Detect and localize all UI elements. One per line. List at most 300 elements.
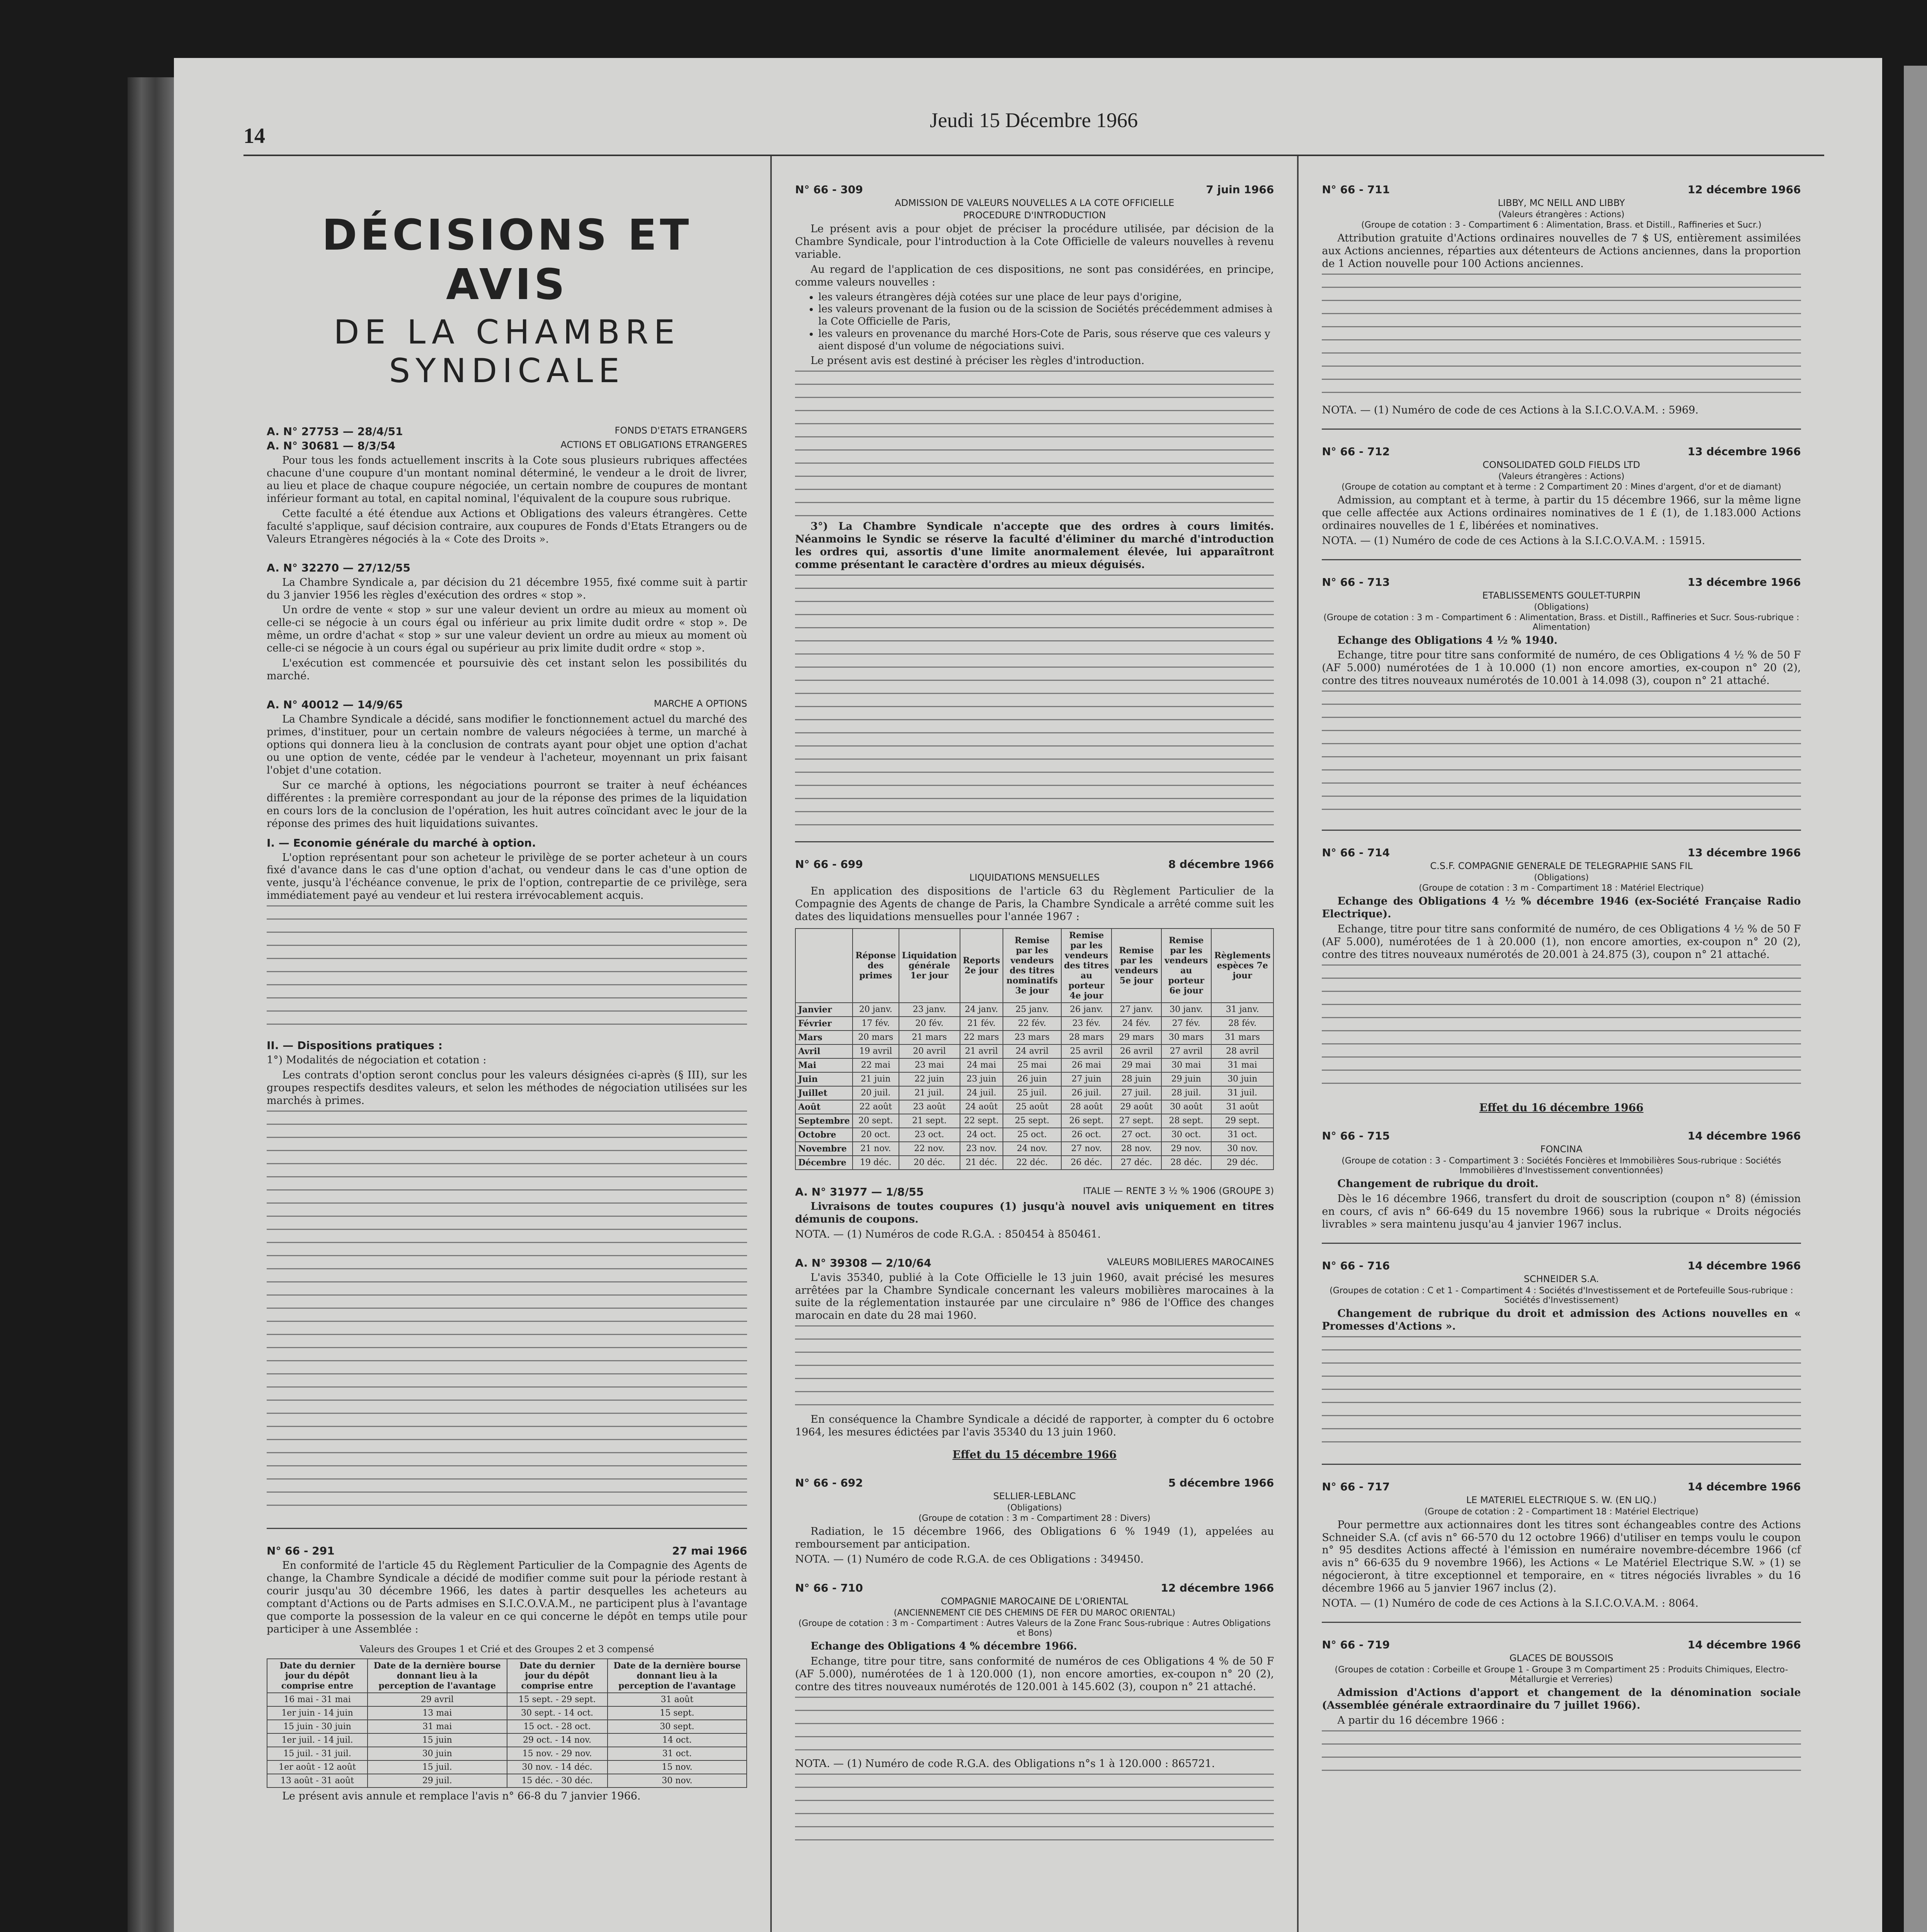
table-cell: 27 oct. [1112, 1128, 1161, 1142]
notice-id: A. N° 27753 — 28/4/51 [267, 425, 403, 438]
table-cell: 26 oct. [1061, 1128, 1112, 1142]
table-cell: 20 avril [899, 1044, 960, 1058]
table-cell: 31 oct. [1211, 1128, 1273, 1142]
paragraph: Un ordre de vente « stop » sur une valeur devient un ordre au mieux au moment où celle-ci se négocie à un cours égal ou inférieur au prix limite dudit ordre « stop ». De même, un ordre d'achat « stop » sur une valeur devient un ordre au mieux au moment où celle-ci se négocie à un cours égal ou supérieur au prix limite dudit ordre « stop ». [267, 604, 747, 655]
table-cell: 23 fév. [1061, 1017, 1112, 1031]
table-cell: 30 nov. - 14 déc. [507, 1760, 608, 1774]
notice-ref [267, 1544, 747, 1557]
table-cell: 29 avril [368, 1693, 507, 1706]
paragraph: En application des dispositions de l'article 63 du Règlement Particulier de la Compagnie des Agents de change de Paris, la Chambre Syndicale a arrêté comme suit les dates des liquidations mensuelles pour l'année 1967 : [795, 885, 1274, 923]
table-cell: 23 août [899, 1100, 960, 1114]
table-header-cell: Remise par les vendeurs des titres au porteur 4e jour [1061, 929, 1112, 1003]
table-cell: 28 avril [1211, 1044, 1273, 1058]
table-cell: 19 avril [853, 1044, 899, 1058]
paragraph: A partir du 16 décembre 1966 : [1337, 1714, 1505, 1726]
notice-date: 7 juin 1966 [1206, 183, 1274, 196]
table-cell: 31 mai [1211, 1058, 1273, 1072]
quotation-group: (Groupe de cotation : 3 m - Compartiment 18 : Matériel Electrique) [1419, 883, 1704, 893]
effective-date: Effet du 15 décembre 1966 [952, 1448, 1117, 1461]
divider [267, 1528, 747, 1529]
notice-ref [267, 698, 747, 711]
table-cell: 23 janv. [899, 1003, 960, 1017]
table-cell: 1er juin - 14 juin [267, 1706, 368, 1720]
table-cell: 27 déc. [1112, 1156, 1161, 1170]
column-3 [1297, 156, 1824, 1932]
divider [795, 841, 1274, 842]
table-cell: 15 juil. [368, 1760, 507, 1774]
paragraph: Echange, titre pour titre, sans conformité de numéros de ces Obligations 4 % de 50 F (AF 5.000), numérotées de 1 à 120.000 (1), non encore amorties, ex-coupon n° 20 (2), contre des titres nouveaux numérotés de 120.001 à 145.602 (3), coupon n° 21 attaché. [795, 1655, 1274, 1693]
paragraph: L'exécution est commencée et poursuivie dès cet instant selon les possibilités du marché. [267, 657, 747, 682]
paragraph: Echange des Obligations 4 % décembre 1966. [810, 1640, 1078, 1653]
table-cell: 26 mai [1061, 1058, 1112, 1072]
table-header-cell: Remise par les vendeurs 5e jour [1112, 929, 1161, 1003]
table-cell: 21 fév. [960, 1017, 1003, 1031]
paragraph: L'avis 35340, publié à la Cote Officielle le 13 juin 1960, avait précisé les mesures arrêtées par la Chambre Syndicale concernant les valeurs mobilières marocaines à la suite de la réglementation instaurée par une circulaire n° 986 de l'Office des changes marocain en date du 28 mai 1960. [795, 1271, 1274, 1322]
table-header-cell: Date du dernier jour du dépôt comprise entre [267, 1659, 368, 1693]
notice-id: N° 66 - 719 [1322, 1638, 1390, 1651]
table-cell: 20 fév. [899, 1017, 960, 1031]
table-row [795, 1114, 1273, 1128]
table-cell: 23 oct. [899, 1128, 960, 1142]
notice-id: N° 66 - 291 [267, 1544, 335, 1557]
table-cell: 20 juil. [853, 1086, 899, 1100]
notice-date: 13 décembre 1966 [1687, 445, 1801, 458]
table-cell: 22 nov. [899, 1142, 960, 1156]
notice-title: FONDS D'ETATS ETRANGERS [615, 425, 747, 436]
table-row [267, 1706, 747, 1720]
table-cell: 15 sept. - 29 sept. [507, 1693, 608, 1706]
table-cell: 23 juin [960, 1072, 1003, 1086]
divider [1322, 429, 1801, 430]
notice-id: N° 66 - 710 [795, 1582, 863, 1595]
table-cell: 15 oct. - 28 oct. [507, 1720, 608, 1733]
table-cell: 29 nov. [1161, 1142, 1211, 1156]
company-name: C.S.F. COMPAGNIE GENERALE DE TELEGRAPHIE SANS FIL [1430, 861, 1693, 872]
table-cell: 25 mai [1003, 1058, 1061, 1072]
company-name: SELLIER-LEBLANC [993, 1491, 1076, 1502]
table-cell: 28 juil. [1161, 1086, 1211, 1100]
table-cell: 31 mars [1211, 1031, 1273, 1044]
table-cell: 31 mai [368, 1720, 507, 1733]
paragraph: Pour tous les fonds actuellement inscrits à la Cote sous plusieurs rubriques affectées chacune d'une coupure d'un montant nominal déterminé, le vendeur a le droit de livrer, au lieu et place de chaque coupure négociée, un certain nombre de coupures de montant inférieur formant au total, en capital nominal, l'équivalent de la coupure sous rubrique. [267, 454, 747, 505]
table-cell: 31 août [1211, 1100, 1273, 1114]
column-1 [243, 156, 770, 1932]
table-cell: 25 avril [1061, 1044, 1112, 1058]
table-cell: 25 août [1003, 1100, 1061, 1114]
divider [1322, 1464, 1801, 1465]
table-cell: 31 oct. [608, 1747, 747, 1760]
notice-ref [1322, 183, 1801, 196]
paragraph: Le présent avis est destiné à préciser les règles d'introduction. [810, 355, 1145, 367]
notice-id: N° 66 - 699 [795, 857, 863, 871]
note: NOTA. — (1) Numéro de code R.G.A. de ces Obligations : 349450. [795, 1553, 1144, 1566]
paragraph: Au regard de l'application de ces dispositions, ne sont pas considérées, en principe, comme valeurs nouvelles : [795, 263, 1274, 288]
notice-title: ACTIONS ET OBLIGATIONS ETRANGERES [560, 439, 747, 450]
notice-title: ITALIE — RENTE 3 ½ % 1906 (GROUPE 3) [1083, 1185, 1274, 1196]
paragraph: Admission, au comptant et à terme, à partir du 15 décembre 1966, sur la même ligne que celle affectée aux Actions ordinaires nominatives de 1 £ (1), de 1.183.000 Actions ordinaires nouvelles de 1 £, libérées et nominatives. [1322, 494, 1801, 532]
notice-id: N° 66 - 712 [1322, 445, 1390, 458]
notice-id: N° 66 - 716 [1322, 1259, 1390, 1272]
section-subtitle: DE LA CHAMBRE SYNDICALE [334, 313, 680, 390]
table-cell: 29 mars [1112, 1031, 1161, 1044]
table-cell: 17 fév. [853, 1017, 899, 1031]
table-cell: 15 juil. - 31 juil. [267, 1747, 368, 1760]
text-block [1322, 1730, 1801, 1777]
table-caption: Valeurs des Groupes 1 et Crié et des Groupes 2 et 3 compensé [359, 1643, 654, 1655]
notice-date: 14 décembre 1966 [1687, 1638, 1801, 1651]
table-cell: Octobre [795, 1128, 853, 1142]
note: NOTA. — (1) Numéro de code R.G.A. des Obligations n°s 1 à 120.000 : 865721. [795, 1757, 1215, 1770]
notice-ref [1322, 1259, 1801, 1272]
paragraph: L'option représentant pour son acheteur le privilège de se porter acheteur à un cours fixé d'avance dans le cas d'une option d'achat, ou vendeur dans le cas d'une option de vente, jusqu'à l'échéance convenue, le prix de l'option, contrepartie de ce privilège, sera immédiatement payé au vendeur et lui restera irrévocablement acquis. [267, 851, 747, 902]
table-row [795, 1128, 1273, 1142]
note: NOTA. — (1) Numéro de code de ces Actions à la S.I.C.O.V.A.M. : 8064. [1322, 1597, 1699, 1610]
table-cell: 30 nov. [1211, 1142, 1273, 1156]
table-cell: 29 juin [1161, 1072, 1211, 1086]
notice-id: A. N° 40012 — 14/9/65 [267, 698, 403, 711]
notice-date: 5 décembre 1966 [1168, 1476, 1274, 1490]
subheading: I. — Economie générale du marché à option. [267, 836, 536, 849]
table-cell: 28 déc. [1161, 1156, 1211, 1170]
paragraph: Cette faculté a été étendue aux Actions et Obligations des valeurs étrangères. Cette faculté s'applique, sauf décision contraire, aux coupures de Fonds d'Etats Etrangers ou de Valeurs Etrangères négociés à la « Cote des Droits ». [267, 507, 747, 545]
table-cell: 22 déc. [1003, 1156, 1061, 1170]
table-cell: 30 sept. [608, 1720, 747, 1733]
table-cell: 30 oct. [1161, 1128, 1211, 1142]
divider [1322, 830, 1801, 831]
notice-ref [1322, 1638, 1801, 1651]
text-block [1322, 1336, 1801, 1452]
paragraph: Attribution gratuite d'Actions ordinaires nouvelles de 7 $ US, entièrement assimilées aux Actions anciennes, réparties aux détenteurs de Actions anciennes, dans la proportion de 1 Action nouvelle pour 100 Actions anciennes. [1322, 232, 1801, 270]
company-name: SCHNEIDER S.A. [1524, 1273, 1599, 1284]
text-block [795, 1774, 1274, 1843]
book-page-edges [128, 77, 174, 1932]
notice-ref [267, 425, 747, 438]
table-cell: 26 déc. [1061, 1156, 1112, 1170]
table-cell: 22 juin [899, 1072, 960, 1086]
notice-ref [795, 858, 1274, 871]
security-type: (Obligations) [1534, 602, 1589, 612]
list [818, 291, 1274, 353]
quotation-group: (Groupe de cotation : 3 m - Compartiment : Autres Valeurs de la Zone Franc Sous-rubrique : Autres Obligations et Bons) [798, 1619, 1271, 1638]
company-name: LIBBY, MC NEILL AND LIBBY [1498, 197, 1625, 208]
notice-ref [795, 1476, 1274, 1489]
notice-title: VALEURS MOBILIERES MAROCAINES [1107, 1256, 1274, 1267]
table-cell: 20 mars [853, 1031, 899, 1044]
table-cell: 15 juin [368, 1733, 507, 1747]
paragraph: Echange des Obligations 4 ½ % 1940. [1337, 634, 1558, 646]
notice-id: N° 66 - 711 [1322, 183, 1390, 196]
table-cell: 27 juin [1061, 1072, 1112, 1086]
notice-title: MARCHE A OPTIONS [654, 698, 747, 709]
table-cell: 22 sept. [960, 1114, 1003, 1128]
table-cell: 20 déc. [899, 1156, 960, 1170]
table-cell: Juin [795, 1072, 853, 1086]
table-cell: Septembre [795, 1114, 853, 1128]
quotation-group: (Groupe de cotation : 3 - Compartiment 3 : Sociétés Foncières et Immobilières Sous-rubrique : Sociétés Immobilières d'Investissement conventionnées) [1341, 1156, 1781, 1175]
company-name: LE MATERIEL ELECTRIQUE S. W. (EN LIQ.) [1466, 1494, 1657, 1505]
table-cell: Novembre [795, 1142, 853, 1156]
table-cell: 27 janv. [1112, 1003, 1161, 1017]
text-block [1322, 690, 1801, 818]
table-cell: 29 juil. [368, 1774, 507, 1787]
table-row [795, 1058, 1273, 1072]
list-item: • les valeurs provenant de la fusion ou de la scission de Sociétés précédemment admises à la Cote Officielle de Paris, [818, 303, 1274, 328]
table-cell: 27 juil. [1112, 1086, 1161, 1100]
table-cell: 31 août [608, 1693, 747, 1706]
list-item: • les valeurs en provenance du marché Hors-Cote de Paris, sous réserve que ces valeurs y aient disposé d'un volume de négociations suivi. [818, 328, 1274, 352]
notice-date: 12 décembre 1966 [1161, 1582, 1274, 1595]
table-cell: 15 nov. [608, 1760, 747, 1774]
table-cell: 30 nov. [608, 1774, 747, 1787]
table-cell: 26 juil. [1061, 1086, 1112, 1100]
table-cell: 21 avril [960, 1044, 1003, 1058]
table-cell: 15 déc. - 30 déc. [507, 1774, 608, 1787]
adjacent-page-edge [1904, 66, 1927, 1932]
text-block [795, 371, 1274, 517]
notice-date: 8 décembre 1966 [1168, 857, 1274, 871]
quotation-group: (Groupe de cotation : 3 m - Compartiment 28 : Divers) [918, 1514, 1151, 1524]
text-block [795, 1697, 1274, 1755]
table-cell: Mars [795, 1031, 853, 1044]
table-cell: 1er août - 12 août [267, 1760, 368, 1774]
notice-id: A. N° 31977 — 1/8/55 [795, 1185, 924, 1198]
notice-id: A. N° 39308 — 2/10/64 [795, 1256, 931, 1269]
paragraph: Le présent avis a pour objet de préciser la procédure utilisée, par décision de la Chambre Syndicale, pour l'introduction à la Cote Officielle de valeurs nouvelles à revenu variable. [795, 223, 1274, 260]
paragraph: La Chambre Syndicale a, par décision du 21 décembre 1955, fixé comme suit à partir du 3 janvier 1956 les règles d'exécution des ordres « stop ». [267, 576, 747, 601]
table-header-cell: Date de la dernière bourse donnant lieu à la perception de l'avantage [368, 1659, 507, 1693]
table-row [267, 1747, 747, 1760]
company-name: CONSOLIDATED GOLD FIELDS LTD [1483, 459, 1640, 470]
table-row [267, 1693, 747, 1706]
notice-id: N° 66 - 714 [1322, 846, 1390, 859]
company-name: GLACES DE BOUSSOIS [1509, 1653, 1614, 1664]
table-cell: 30 janv. [1161, 1003, 1211, 1017]
paragraph: Livraisons de toutes coupures (1) jusqu'à nouvel avis uniquement en titres démunis de coupons. [795, 1200, 1274, 1225]
note: NOTA. — (1) Numéro de code de ces Actions à la S.I.C.O.V.A.M. : 5969. [1322, 404, 1699, 416]
table-cell: 20 janv. [853, 1003, 899, 1017]
quotation-group: (Groupe de cotation : 2 - Compartiment 18 : Matériel Electrique) [1424, 1507, 1699, 1517]
paragraph: Changement de rubrique du droit et admission des Actions nouvelles en « Promesses d'Actions ». [1322, 1307, 1801, 1332]
table-row [267, 1760, 747, 1774]
note: NOTA. — (1) Numéros de code R.G.A. : 850454 à 850461. [795, 1228, 1101, 1240]
table-cell: 24 nov. [1003, 1142, 1061, 1156]
table-cell: 24 oct. [960, 1128, 1003, 1142]
notice-ref [1322, 445, 1801, 458]
table-cell: 28 juin [1112, 1072, 1161, 1086]
table-header-cell: Remise par les vendeurs des titres nominatifs 3e jour [1003, 929, 1061, 1003]
paragraph: Changement de rubrique du droit. [1337, 1177, 1539, 1190]
notice-heading: PROCEDURE D'INTRODUCTION [963, 210, 1106, 221]
notice-ref [795, 1582, 1274, 1594]
table-cell: 30 août [1161, 1100, 1211, 1114]
notice-date: 12 décembre 1966 [1687, 183, 1801, 196]
notice-id: N° 66 - 309 [795, 183, 863, 196]
company-former-name: (ANCIENNEMENT CIE DES CHEMINS DE FER DU MAROC ORIENTAL) [894, 1608, 1175, 1618]
table-cell: 14 oct. [608, 1733, 747, 1747]
quotation-group: (Groupes de cotation : C et 1 - Compartiment 4 : Sociétés d'Investissement et de Portefeuille Sous-rubrique : Sociétés d'Investissement) [1329, 1286, 1793, 1305]
table-row [795, 1100, 1273, 1114]
table-cell: 29 août [1112, 1100, 1161, 1114]
text-block [795, 575, 1274, 830]
table-cell: 26 avril [1112, 1044, 1161, 1058]
note: NOTA. — (1) Numéro de code de ces Actions à la S.I.C.O.V.A.M. : 15915. [1322, 534, 1705, 547]
table-cell: 24 fév. [1112, 1017, 1161, 1031]
paragraph: Pour permettre aux actionnaires dont les titres sont échangeables contre des Actions Schneider S.A. (cf avis n° 66-570 du 12 octobre 1966) d'utiliser en temps voulu le coupon n° 95 desdites Actions affecté à l'émission en numéraire novembre-décembre 1966 (cf avis n° 66-635 du 9 novembre 1966), les Actions « Le Matériel Electrique S.W. » (1) se négocieront, à titre exceptionnel et temporaire, en « titres négociés livrables » du 16 décembre 1966 au 5 janvier 1967 inclus (2). [1322, 1519, 1801, 1595]
table-header-cell: Remise par les vendeurs au porteur 6e jour [1161, 929, 1211, 1003]
notice-date: 13 décembre 1966 [1687, 846, 1801, 859]
notice-id: N° 66 - 692 [795, 1476, 863, 1490]
table-cell: 25 janv. [1003, 1003, 1061, 1017]
table-cell: 22 mai [853, 1058, 899, 1072]
table-cell: 13 mai [368, 1706, 507, 1720]
table-row [267, 1733, 747, 1747]
table-cell: 29 sept. [1211, 1114, 1273, 1128]
notice-date: 13 décembre 1966 [1687, 575, 1801, 588]
notice-id: N° 66 - 713 [1322, 575, 1390, 588]
table-cell: 15 sept. [608, 1706, 747, 1720]
table-header-cell: Date de la dernière bourse donnant lieu à la perception de l'avantage [608, 1659, 747, 1693]
table-cell: 21 juil. [899, 1086, 960, 1100]
text-block [1322, 274, 1801, 401]
table-cell: 21 nov. [853, 1142, 899, 1156]
table-row [795, 1031, 1273, 1044]
table-cell: 29 mai [1112, 1058, 1161, 1072]
quotation-group: (Groupe de cotation : 3 m - Compartiment 6 : Alimentation, Brass. et Distill., Raffineries et Sucr. Sous-rubrique : Alimentation) [1323, 612, 1799, 632]
table-row [795, 1017, 1273, 1031]
table-header-cell [795, 929, 853, 1003]
notice-date: 14 décembre 1966 [1687, 1129, 1801, 1142]
table-cell: 23 mars [1003, 1031, 1061, 1044]
table-header-cell: Reports 2e jour [960, 929, 1003, 1003]
table-cell: 20 sept. [853, 1114, 899, 1128]
table-cell: 22 mars [960, 1031, 1003, 1044]
column-2 [770, 156, 1297, 1932]
notice-date: 14 décembre 1966 [1687, 1259, 1801, 1272]
table-row [795, 1142, 1273, 1156]
table-cell: 21 déc. [960, 1156, 1003, 1170]
notice-ref [1322, 1129, 1801, 1142]
notice-ref [1322, 576, 1801, 588]
table-header-cell: Date du dernier jour du dépôt comprise entre [507, 1659, 608, 1693]
table-cell: 28 sept. [1161, 1114, 1211, 1128]
table-cell: 28 fév. [1211, 1017, 1273, 1031]
company-name: FONCINA [1540, 1143, 1583, 1155]
table-cell: 22 fév. [1003, 1017, 1061, 1031]
paragraph: 3°) La Chambre Syndicale n'accepte que des ordres à cours limités. Néanmoins le Syndic se réserve la faculté d'éliminer du marché d'introduction les ordres qui, assortis d'une limite anormalement élevée, lui apparaîtront comme présentant le caractère d'ordres au mieux déguisés. [795, 520, 1274, 571]
table-cell: 30 mai [1161, 1058, 1211, 1072]
paragraph: En conséquence la Chambre Syndicale a décidé de rapporter, à compter du 6 octobre 1964, les mesures édictées par l'avis 35340 du 13 juin 1960. [795, 1413, 1274, 1439]
notice-date: 14 décembre 1966 [1687, 1480, 1801, 1493]
paragraph: La Chambre Syndicale a décidé, sans modifier le fonctionnement actuel du marché des primes, d'instituer, pour un certain nombre de valeurs négociées à terme, un marché à options qui donnera lieu à la conclusion de contrats ayant pour objet une option d'achat ou une option de vente, cédée par le vendeur à l'acheteur, moyennant un prix faisant l'objet d'une cotation. [267, 713, 747, 776]
issue-date: Jeudi 15 Décembre 1966 [929, 109, 1138, 132]
text-block [267, 905, 747, 1033]
table-cell: 25 juil. [1003, 1086, 1061, 1100]
deposit-dates-table [267, 1658, 747, 1788]
liquidation-table [795, 928, 1274, 1170]
security-type: (Obligations) [1534, 873, 1589, 883]
table-cell: Août [795, 1100, 853, 1114]
table-row [267, 1774, 747, 1787]
table-cell: 23 nov. [960, 1142, 1003, 1156]
table-cell: 25 sept. [1003, 1114, 1061, 1128]
paragraph: En conformité de l'article 45 du Règlement Particulier de la Compagnie des Agents de change, la Chambre Syndicale a décidé de modifier comme suit pour la période restant à courir jusqu'au 30 décembre 1966, les dates à partir desquelles les acheteurs au comptant d'Actions ou de Parts admises en S.I.C.O.V.A.M., ne participent plus à l'avantage que comporte la possession de la valeur en ce qui concerne le dépôt en temps utile pour participer à une Assemblée : [267, 1560, 747, 1635]
notice-id: A. N° 30681 — 8/3/54 [267, 439, 396, 452]
table-cell: 31 juil. [1211, 1086, 1273, 1100]
table-cell: 27 sept. [1112, 1114, 1161, 1128]
text-block [795, 1325, 1274, 1410]
list-item: • les valeurs étrangères déjà cotées sur une place de leur pays d'origine, [818, 291, 1274, 304]
table-cell: 27 nov. [1061, 1142, 1112, 1156]
table-cell: Janvier [795, 1003, 853, 1017]
table-cell: 21 sept. [899, 1114, 960, 1128]
table-cell: 1er juil. - 14 juil. [267, 1733, 368, 1747]
table-cell: 27 fév. [1161, 1017, 1211, 1031]
column-layout [243, 155, 1824, 1932]
table-cell: 27 avril [1161, 1044, 1211, 1058]
table-cell: Février [795, 1017, 853, 1031]
table-cell: 21 juin [853, 1072, 899, 1086]
paragraph: Radiation, le 15 décembre 1966, des Obligations 6 % 1949 (1), appelées au remboursement par anticipation. [795, 1526, 1274, 1551]
document-page [174, 58, 1882, 1932]
company-name: COMPAGNIE MAROCAINE DE L'ORIENTAL [941, 1596, 1129, 1607]
table-cell: 13 août - 31 août [267, 1774, 368, 1787]
table-cell: 30 juin [1211, 1072, 1273, 1086]
table-cell: 29 déc. [1211, 1156, 1273, 1170]
paragraph: Sur ce marché à options, les négociations pourront se traiter à neuf échéances différentes : la première correspondant au jour de la réponse des primes de la liquidation en cours lors de la conclusion de l'opération, les huit autres coïncidant avec le jour de la réponse des primes des huit liquidations suivantes. [267, 779, 747, 830]
table-cell: 23 mai [899, 1058, 960, 1072]
table-cell: Juillet [795, 1086, 853, 1100]
section-title: DÉCISIONS ET AVIS [322, 210, 692, 309]
page-number: 14 [243, 124, 265, 148]
paragraph: Echange, titre pour titre sans conformité de numéro, de ces Obligations 4 ½ % de 50 F (AF 5.000) numérotées de 1 à 10.000 (1) non encore amorties, ex-coupon n° 20 (2), contre des titres nouveaux numérotés de 10.001 à 14.098 (3), coupon n° 21 attaché. [1322, 649, 1801, 687]
notice-ref [267, 439, 747, 452]
paragraph: 1°) Modalités de négociation et cotation : [267, 1054, 487, 1066]
table-cell: 29 oct. - 14 nov. [507, 1733, 608, 1747]
security-type: (Valeurs étrangères : Actions) [1498, 210, 1625, 219]
table-cell: 26 janv. [1061, 1003, 1112, 1017]
table-cell: 25 oct. [1003, 1128, 1061, 1142]
table-cell: 22 août [853, 1100, 899, 1114]
text-block [267, 1111, 747, 1516]
quotation-group: (Groupe de cotation : 3 - Compartiment 6 : Alimentation, Brass. et Distill., Raffineries et Sucr.) [1361, 220, 1762, 230]
notice-ref [795, 183, 1274, 196]
table-cell: 30 juin [368, 1747, 507, 1760]
running-head [243, 108, 1824, 155]
notice-id: A. N° 32270 — 27/12/55 [267, 561, 411, 574]
notice-ref [1322, 1480, 1801, 1493]
text-block [1322, 964, 1801, 1092]
paragraph: Dès le 16 décembre 1966, transfert du droit de souscription (coupon n° 8) (émission en cours, cf avis n° 66-649 du 15 novembre 1966) sous la rubrique « Droits négociés livrables » sera maintenu jusqu'au 4 janvier 1967 inclus. [1322, 1192, 1801, 1230]
divider [1322, 559, 1801, 560]
table-cell: Mai [795, 1058, 853, 1072]
security-type: (Obligations) [1007, 1503, 1062, 1513]
table-cell: 26 sept. [1061, 1114, 1112, 1128]
notice-ref [795, 1185, 1274, 1198]
table-header-cell: Liquidation générale 1er jour [899, 929, 960, 1003]
table-row [795, 1044, 1273, 1058]
paragraph: Le présent avis annule et remplace l'avis n° 66-8 du 7 janvier 1966. [282, 1790, 641, 1802]
table-cell: 19 déc. [853, 1156, 899, 1170]
table-header-cell: Réponse des primes [853, 929, 899, 1003]
notice-id: N° 66 - 717 [1322, 1480, 1390, 1493]
paragraph: Les contrats d'option seront conclus pour les valeurs désignées ci-après (§ III), sur les groupes respectifs desdites valeurs, et selon les méthodes de négociation utilisées sur les marchés à primes. [267, 1069, 747, 1107]
table-cell: 24 juil. [960, 1086, 1003, 1100]
quotation-group: (Groupe de cotation au comptant et à terme : 2 Compartiment 20 : Mines d'argent, d'or et de diamant) [1341, 482, 1781, 492]
table-row [795, 1156, 1273, 1170]
table-cell: 30 sept. - 14 oct. [507, 1706, 608, 1720]
divider [1322, 1622, 1801, 1623]
effective-date: Effet du 16 décembre 1966 [1479, 1101, 1644, 1114]
